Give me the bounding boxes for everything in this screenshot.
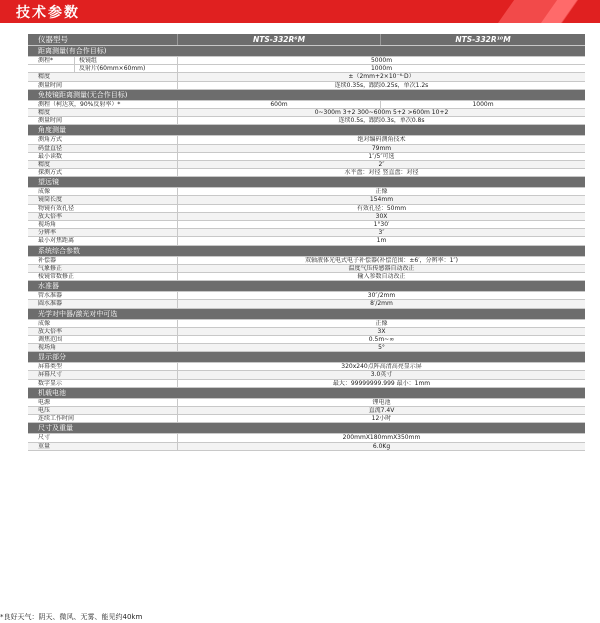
spec-row [28, 145, 585, 153]
spec-row [28, 109, 585, 117]
row-value: 水平盘：对径 竖直盘：对径 [344, 169, 419, 177]
row-label: 测量时间 [28, 117, 178, 124]
row-label: 圆水准器 [28, 300, 178, 307]
row-label: 视场角 [28, 344, 178, 351]
row-value: 3″ [378, 229, 385, 237]
spec-row [28, 101, 585, 109]
spec-row [28, 257, 585, 265]
row-value: 温度气压传感器自动改正 [348, 264, 415, 272]
row-label: 精度 [28, 161, 178, 168]
spec-row [28, 136, 585, 144]
row-value: 输入参数自动改正 [357, 272, 406, 280]
section-header: 角度测量 [28, 125, 585, 136]
row-label-blank [28, 65, 75, 72]
spec-row [28, 344, 585, 352]
row-value: 0~300m 3+2 300~600m 5+2 >600m 10+2 [314, 108, 449, 116]
row-value: 正像 [375, 188, 388, 196]
spec-row [28, 300, 585, 308]
spec-row [28, 57, 585, 65]
section-header: 免棱镜距离测量(无合作目标) [28, 90, 585, 101]
row-value: 3.0英寸 [370, 371, 393, 379]
row-sublabel: 棱镜组 [75, 57, 178, 64]
row-label: 成像 [28, 188, 178, 195]
row-value: 1000m [370, 65, 393, 73]
row-label: 放大倍率 [28, 213, 178, 220]
row-label: 最小读数 [28, 153, 178, 160]
row-label: 电压 [28, 407, 178, 414]
spec-row [28, 363, 585, 371]
spec-table [28, 34, 585, 451]
title-banner [0, 0, 600, 23]
row-label: 管水准器 [28, 292, 178, 299]
row-value: 30″/2mm [367, 292, 396, 300]
spec-row [28, 229, 585, 237]
row-value: 2″ [378, 160, 385, 168]
section-header: 光学对中器/激光对中可选 [28, 309, 585, 320]
spec-row [28, 407, 585, 415]
row-label: 尺寸 [28, 434, 178, 441]
row-label: 电源 [28, 399, 178, 406]
row-label: 探测方式 [28, 169, 178, 176]
row-label: 码盘直径 [28, 145, 178, 152]
row-value: 锂电池 [372, 398, 391, 406]
row-label: 气象修正 [28, 265, 178, 272]
spec-row [28, 380, 585, 388]
spec-row [28, 65, 585, 73]
model-header-label: 仪器型号 [28, 34, 178, 45]
row-value: 直流7.4V [368, 407, 395, 414]
row-value: 双轴液体光电式电子补偿器(补偿范围：±6′，分辨率：1″) [305, 256, 458, 264]
row-value: 有效孔径：50mm [356, 204, 407, 212]
row-label: 最小对焦距离 [28, 237, 178, 244]
row-value: 12小时 [371, 415, 392, 423]
model-a-name: NTS-332R⁶M [178, 34, 381, 45]
spec-row [28, 169, 585, 177]
footnote: *良好天气：阴天、微风、无雾、能见约40km [0, 613, 143, 621]
spec-row [28, 434, 585, 442]
row-label: 调焦范围 [28, 336, 178, 343]
spec-row [28, 213, 585, 221]
spec-row [28, 273, 585, 281]
row-label: 镜筒长度 [28, 196, 178, 203]
row-label: 屏幕类型 [28, 363, 178, 370]
page-title: 技术参数 [16, 5, 80, 21]
spec-row [28, 415, 585, 423]
model-header-row [28, 34, 585, 46]
spec-row [28, 371, 585, 379]
row-label: 测量时间 [28, 82, 178, 89]
row-value: ±（2mm+2×10⁻⁶·D） [348, 73, 415, 81]
row-value: 3X [377, 327, 386, 335]
spec-row [28, 117, 585, 125]
row-label: 数字显示 [28, 380, 178, 387]
row-value: 0.5m~∞ [368, 335, 395, 343]
spec-row [28, 320, 585, 328]
section-header: 显示部分 [28, 352, 585, 363]
spec-row [28, 73, 585, 81]
row-value: 5000m [370, 57, 393, 64]
row-label: 精度 [28, 109, 178, 116]
spec-row [28, 196, 585, 204]
row-value: 1m [376, 237, 387, 245]
row-value: 79mm [371, 144, 392, 152]
row-value: 320x240点阵高清高亮显示屏 [341, 363, 422, 371]
section-header: 水准器 [28, 281, 585, 292]
row-value: 8′/2mm [370, 300, 393, 308]
row-value: 6.0Kg [372, 442, 391, 450]
row-value: 连续0.35s，跟踪0.25s，单次1.2s [334, 81, 429, 89]
row-label: 物镜有效孔径 [28, 205, 178, 212]
spec-row [28, 328, 585, 336]
row-value: 连续0.5s，跟踪0.3s，单次0.8s [338, 117, 425, 125]
row-value: 5° [378, 344, 385, 352]
spec-row [28, 399, 585, 407]
model-b-name: NTS-332R¹⁰M [455, 35, 511, 44]
row-label: 棱镜常数修正 [28, 273, 178, 280]
spec-row [28, 161, 585, 169]
row-label: 重量 [28, 443, 178, 450]
row-value: 绝对编码测角技术 [357, 136, 406, 144]
row-value: 154mm [369, 196, 394, 204]
row-label: 放大倍率 [28, 328, 178, 335]
row-value: 1″/5″可选 [368, 152, 395, 160]
spec-row [28, 237, 585, 245]
row-label: 精度 [28, 73, 178, 80]
row-value: 最大：99999999.999 最小：1mm [332, 379, 431, 387]
spec-row [28, 221, 585, 229]
section-header: 系统综合参数 [28, 246, 585, 257]
section-header: 尺寸及重量 [28, 423, 585, 434]
row-value: 200mmX180mmX350mm [342, 434, 421, 442]
row-label: 测角方式 [28, 136, 178, 143]
row-value-model-a: 600m [178, 101, 381, 108]
row-label: 测程* [28, 57, 75, 64]
row-value: 30X [375, 212, 388, 220]
row-label: 成像 [28, 320, 178, 327]
row-label: 屏幕尺寸 [28, 371, 178, 378]
spec-row [28, 292, 585, 300]
spec-row [28, 336, 585, 344]
spec-row [28, 443, 585, 451]
row-label: 连续工作时间 [28, 415, 178, 422]
spec-row [28, 153, 585, 161]
spec-row [28, 205, 585, 213]
row-value: 1°30′ [373, 221, 390, 228]
row-value-model-b: 1000m [472, 100, 494, 108]
spec-row [28, 188, 585, 196]
row-label: 补偿器 [28, 257, 178, 264]
row-sublabel: 反射片(60mm×60mm) [75, 65, 178, 72]
row-value: 正像 [375, 319, 388, 327]
row-label: 测程（柯达灰，90%反射率）* [28, 101, 178, 108]
section-header: 机载电池 [28, 388, 585, 399]
spec-row [28, 265, 585, 273]
row-label: 分辨率 [28, 229, 178, 236]
spec-row [28, 82, 585, 90]
section-header: 距离测量(有合作目标) [28, 46, 585, 57]
row-label: 视场角 [28, 221, 178, 228]
section-header: 望远镜 [28, 177, 585, 188]
